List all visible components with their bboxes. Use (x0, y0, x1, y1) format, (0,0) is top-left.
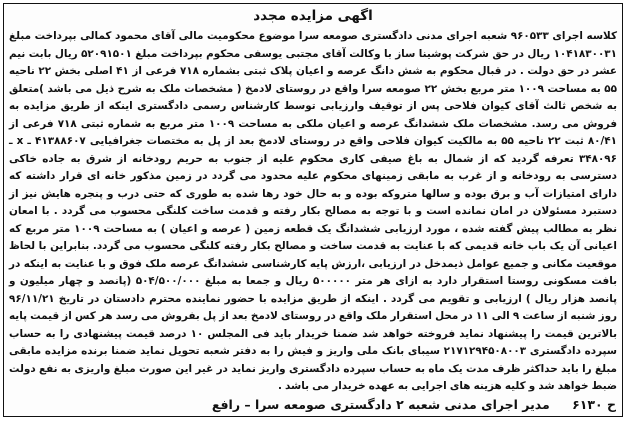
notice-title: اگهی مزایده مجدد (253, 8, 373, 24)
notice-footer (10, 396, 616, 414)
notice-body: کلاسه اجرای ۹۶۰۵۳۳ شعبه اجرای مدنی دادگستری صومعه سرا موضوع محکومیت مالی آقای محمود کمالی بپرداخت مبلغ ۱۰۴۱۸۳۰۰۳۱ ریال در حق شرکت پوشینا ساز با وکالت آقای مجتبی یوسفی محکوم بپرداخت مبلغ ۵۲۰۹۱۵۰۱ ریال بابت نیم عشر در حق دولت . در قبال محکوم به شش دانگ عرصه و اعیان پلاک ثبتی بشماره ۷۱۸ فرعی از ۴۱ اصلی بخش ۲۲ ناحیه ۵۵ به مساحت ۱۰۰۹ متر مربع بخش ۲۲ صومعه سرا واقع در روستای لادمخ ( مشخصات ملک به شرح ذیل می باشد )متعلق به شخص ثالث آقای کیوان فلاحی پس از توقیف وارزیابی توسط کارشناس رسمی دادگستری اینکه از طریق مزایده به فروش می رسد. مشخصات ملک ششدانگ عرصه و اعیان ملکی به مساحت ۱۰۰۹ متر مربع به شماره ثبتی ۷۱۸ فرعی از ۸۰/۴۱ ثبت ۲۲ ناحیه ۵۵ به مالکیت کیوان فلاحی واقع در روستای لادمخ بعد از پل به مختصات جغرافیایی ۴۱۳۸۸۶۰۷ ـ x ـ ۳۴۸۰۹۶ تعرفه گردید که از شمال به باغ صیفی کاری محکوم علیه از جنوب به حریم رودخانه از شرق به جاده خاکی دسترسی به رودخانه و از غرب به مابقی زمینهای محکوم علیه محدود می گردد در زمین مذکور خانه ای قرار داشته که دارای امتیازات آب و برق بوده و سالها متروکه بوده و به حال خود رها شده به طوری که حتی درب و پنجره هایش نیز از دستبرد مسئولان در امان نمانده است و با توجه به مصالح بکار رفته و قدمت ساخت کلنگی محسوب می گردد . با امعان نظر به مطالب پیش گفته شده ، مورد ارزیابی ششدانگ یک قطعه زمین ( عرصه و اعیان ) به مساحت ۱۰۰۹ متر مربع که اعیانی آن یک باب خانه قدیمی که با عنایت به قدمت ساخت و مصالح بکار رفته کلنگی محسوب می گردد. بنابراین با لحاظ موقعیت مکانی و جمیع عوامل ذیمدخل در ارزیابی ،ارزش پایه کارشناسی ششدانگ عرصه ملک فوق و با عنایت به اینکه در بافت مسکونی روستا استقرار دارد به ازای هر متر ۵۰۰۰۰۰ ریال و جمعا به مبلغ ۵۰۴/۵۰۰/۰۰۰ (پانصد و چهار میلیون و پانصد هزار ریال ) ارزیابی و تقویم می گردد . اینکه از طریق مزایده با حضور نماینده محترم دادستان در تاریخ ۹۶/۱۱/۲۱ روز شنبه از ساعت ۹ الی ۱۱ در محل استقرار ملک واقع در روستای لادمخ بعد از پل بفروش می رسد هر کس از قیمت پایه بالاترین قیمت را پیشنهاد نماید فروخته خواهد شد ضمنا خریدار باید فی المجلس ۱۰ درصد قیمت پیشنهادی را به حساب سپرده دادگستری ۲۱۷۱۲۹۴۵۰۸۰۰۳ سیبای بانک ملی واریز و فیش را به دفتر شعبه تحویل نماید ضمنا برنده مزایده مابقی مبلغ را باید حداکثر ظرف مدت یک ماه به حساب سپرده دادگستری واریز نماید در غیر این صورت مبلغ واریزی به نفع دولت ضبط خواهد شد و کلیه هزینه های اجرایی به عهده خریدار می باشد . (9, 30, 618, 392)
footer-code: ح ۶۱۳۰ (572, 397, 616, 412)
footer-signature: مدیر اجرای مدنی شعبه ۲ دادگستری صومعه سرا – رافع (211, 397, 550, 412)
auction-notice (3, 3, 623, 417)
